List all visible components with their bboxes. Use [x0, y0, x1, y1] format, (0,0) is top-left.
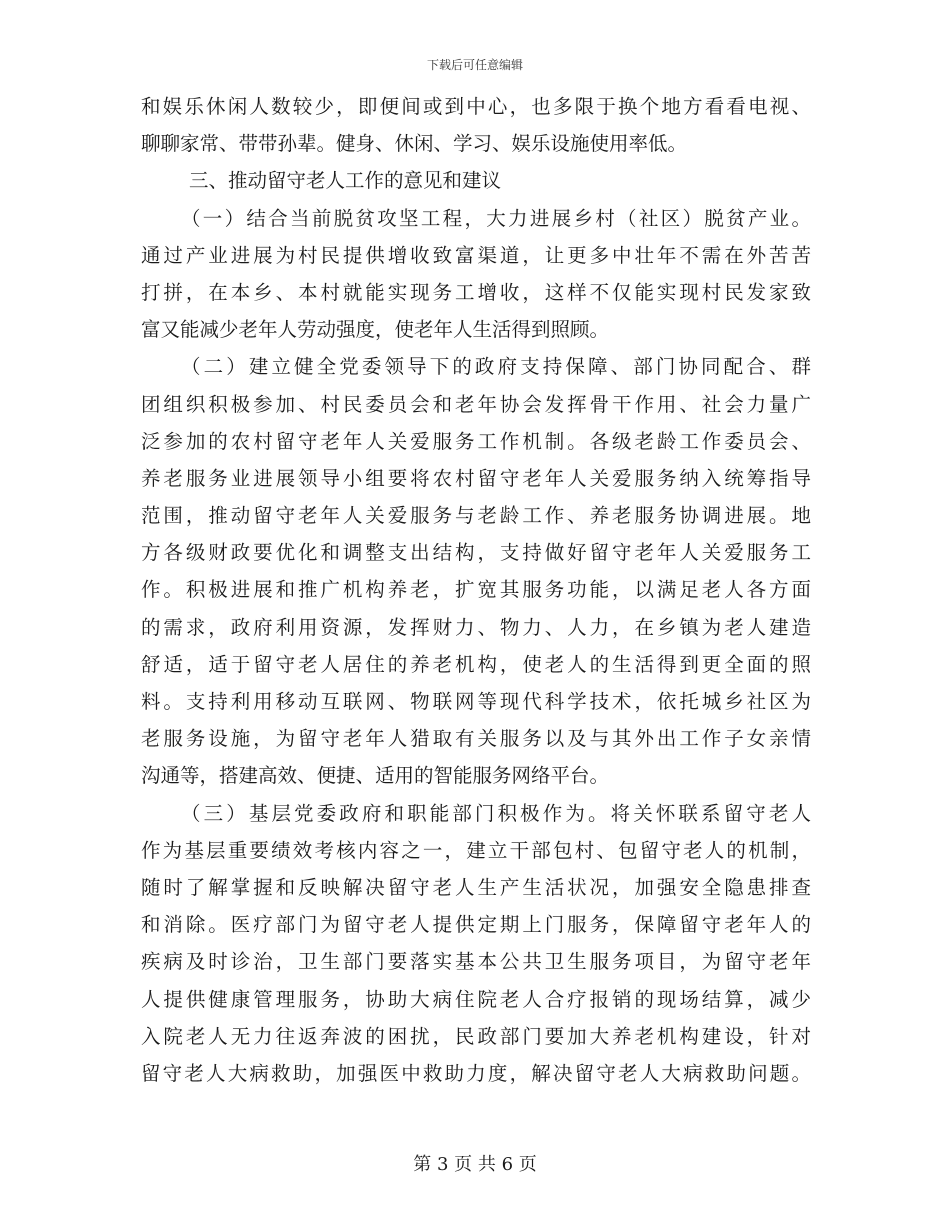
text-line: 泛参加的农村留守老年人关爱服务工作机制。各级老龄工作委员会、	[141, 429, 811, 453]
text-line: 舒适，适于留守老人居住的养老机构，使老人的生活得到更全面的照	[141, 652, 811, 676]
page-number: 第 3 页 共 6 页	[413, 1154, 537, 1175]
text-line: 留守老人大病救助，加强医中救助力度，解决留守老人大病救助问题。	[141, 1061, 811, 1085]
document-body	[141, 88, 811, 1092]
text-line: 疾病及时诊治，卫生部门要落实基本公共卫生服务项目，为留守老年	[141, 950, 811, 974]
text-line: （三）基层党委政府和职能部门积极作为。将关怀联系留守老人	[181, 801, 811, 825]
text-line: 打拼，在本乡、本村就能实现务工增收，这样不仅能实现村民发家致	[141, 280, 811, 304]
text-line: 三、推动留守老人工作的意见和建议	[189, 169, 502, 193]
text-line: 富又能减少老年人劳动强度，使老年人生活得到照顾。	[141, 318, 610, 342]
text-line: 范围，推动留守老年人关爱服务与老龄工作、养老服务协调进展。地	[141, 504, 811, 528]
text-line: 作为基层重要绩效考核内容之一，建立干部包村、包留守老人的机制，	[141, 838, 811, 862]
text-line: 和消除。医疗部门为留守老人提供定期上门服务，保障留守老年人的	[141, 913, 811, 937]
text-line: 和娱乐休闲人数较少，即便间或到中心，也多限于换个地方看看电视、	[141, 95, 811, 118]
page-header: 下载后可任意编辑	[426, 58, 523, 72]
text-line: 的需求，政府利用资源，发挥财力、物力、人力，在乡镇为老人建造	[141, 615, 811, 639]
text-line: 人提供健康管理服务，协助大病住院老人合疗报销的现场结算，减少	[141, 987, 811, 1011]
text-line: 养老服务业进展领导小组要将农村留守老年人关爱服务纳入统筹指导	[141, 466, 811, 490]
text-line: （二）建立健全党委领导下的政府支持保障、部门协同配合、群	[181, 355, 811, 379]
text-line: （一）结合当前脱贫攻坚工程，大力进展乡村（社区）脱贫产业。	[181, 206, 811, 230]
text-line: 聊聊家常、带带孙辈。健身、休闲、学习、娱乐设施使用率低。	[141, 132, 688, 156]
text-line: 通过产业进展为村民提供增收致富渠道，让更多中壮年不需在外苦苦	[141, 243, 811, 267]
text-line: 作。积极进展和推广机构养老，扩宽其服务功能，以满足老人各方面	[141, 578, 811, 602]
text-line: 入院老人无力往返奔波的困扰，民政部门要加大养老机构建设，针对	[141, 1024, 811, 1048]
text-line: 沟通等，搭建高效、便捷、适用的智能服务网络平台。	[141, 764, 610, 788]
text-line: 团组织积极参加、村民委员会和老年协会发挥骨干作用、社会力量广	[141, 392, 811, 416]
text-line: 老服务设施，为留守老年人猎取有关服务以及与其外出工作子女亲情	[141, 727, 811, 751]
text-line: 方各级财政要优化和调整支出结构，支持做好留守老年人关爱服务工	[141, 541, 811, 565]
text-line: 料。支持利用移动互联网、物联网等现代科学技术，依托城乡社区为	[141, 690, 811, 713]
text-line: 随时了解掌握和反映解决留守老人生产生活状况，加强安全隐患排查	[141, 875, 811, 899]
